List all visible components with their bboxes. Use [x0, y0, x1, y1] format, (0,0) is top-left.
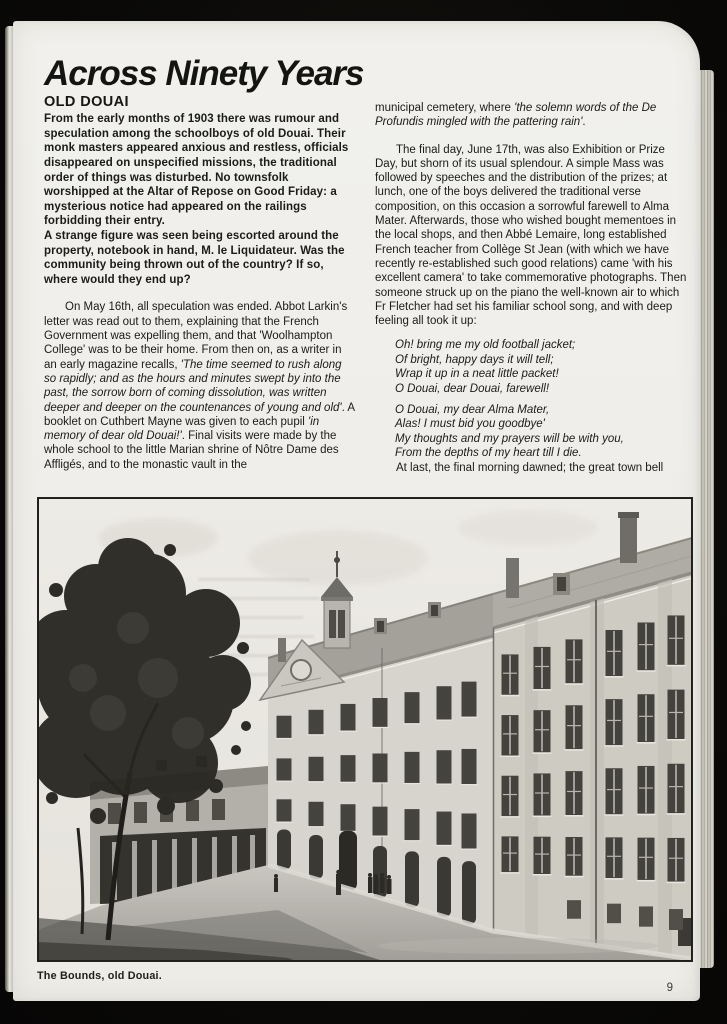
verse-line: O Douai, dear Douai, farewell! — [395, 382, 550, 395]
lede-paragraph-1: From the early months of 1903 there was rumour and speculation among the schoolboys of old Douai. Their monk masters appeared anxious and restless, officials disappeared on unspecified missions, the traditional order of things was disturbed. No townsfolk worshipped at the Altar of Repose on Good Friday: a mysterious notice had appeared on the railings forbidding their entry. — [44, 113, 349, 228]
book-fore-edge-pages — [699, 70, 714, 968]
text-run: . A booklet on Cuthbert Mayne was given to each pupil — [44, 401, 355, 428]
page-title: Across Ninety Years — [44, 54, 364, 93]
photo-frame — [37, 497, 693, 962]
text-run: On May 16th, all speculation was ended. Abbot Larkin's letter was read out to them, explaining that the French Government was expelling them, and that 'Woolhampton College' was to be their home. From then on, as a writer in an early magazine recalls, — [44, 301, 348, 371]
text-run: . — [582, 116, 586, 129]
body-paragraph: The final day, June 17th, was also Exhibition or Prize Day, but shorn of its usual splendour. A simple Mass was followed by speeches and the distribution of the prizes; at lunch, one of the boys delivered the traditional verse composition, on this occasion a sorrowful farewell to Alma Mater. Afterwards, those who wished bought mementoes in the local shops, and then Abbé Lemaire, long established French teacher from Collège St Jean (with which we have recently re-established such good relations) came 'with his excellent camera' to take commemorative photographs. Then someone struck up on the piano the well-known air to which Fr Fletcher had set his familiar school song, and with deep feeling all took it up: — [375, 143, 687, 328]
right-column — [375, 95, 687, 475]
verse-line: Of bright, happy days it will tell; — [395, 353, 554, 366]
body-paragraph — [44, 300, 356, 472]
verse-stanza — [395, 338, 687, 396]
building-photo — [38, 498, 692, 961]
photo-caption: The Bounds, old Douai. — [37, 970, 162, 982]
quote-run: 'the solemn words of the De Profundis mingled with the pattering rain' — [375, 102, 657, 129]
text-run: municipal cemetery, where — [375, 102, 515, 114]
body-paragraph — [375, 101, 687, 130]
verse-block — [395, 338, 687, 460]
verse-line: My thoughts and my prayers will be with you, — [395, 432, 624, 445]
verse-line: Oh! bring me my old football jacket; — [395, 339, 576, 352]
left-column — [44, 95, 356, 475]
verse-line: Alas! I must bid you goodbye' — [395, 418, 545, 431]
page-number: 9 — [666, 982, 673, 994]
book-page — [13, 21, 700, 1001]
quote-run: 'in memory of dear old Douai!' — [44, 415, 320, 443]
facing-page-edge — [5, 26, 13, 992]
quote-run: 'The time seemed to rush along so rapidly; and as the hours and minutes swept by into the past, the sorrow born of coming dissolution, was written deeper and deeper on the countenances of young and old' — [44, 358, 342, 414]
verse-line: From the depths of my heart till I die. — [395, 447, 582, 460]
verse-stanza — [395, 403, 687, 461]
photo-figure — [37, 497, 693, 982]
section-heading: OLD DOUAI — [44, 94, 129, 110]
article-body — [44, 95, 687, 475]
text-run: . Final visits were made by the whole school to the little Marian shrine of Nôtre Dame des Affligés, and to the monastic vault in the — [44, 430, 339, 471]
lede-paragraph-2: A strange figure was seen being escorted around the property, notebook in hand, M. le Liquidateur. Was the community being thrown out of the country? If so, where would they end up? — [44, 230, 345, 286]
verse-line: Wrap it up in a neat little packet! — [395, 368, 559, 381]
verse-line: O Douai, my dear Alma Mater, — [395, 404, 550, 417]
body-paragraph: At last, the final morning dawned; the great town bell — [396, 461, 664, 474]
